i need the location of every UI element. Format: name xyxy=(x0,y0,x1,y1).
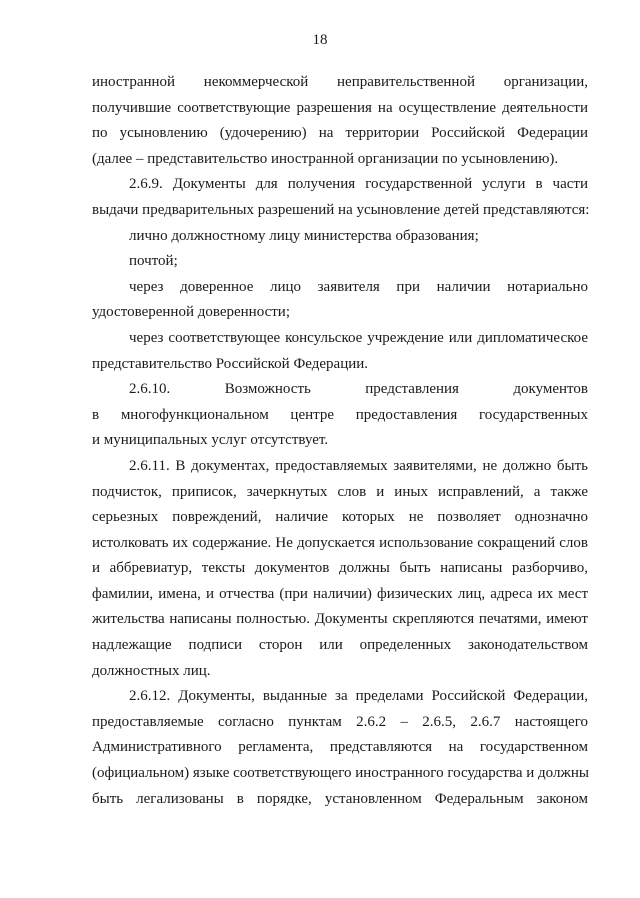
text-line: по усыновлению (удочерению) на территории Российской Федерации xyxy=(92,125,588,142)
text-line: 2.6.10. Возможность представления документов xyxy=(129,381,588,398)
text-line: в многофункциональном центре предоставления государственных xyxy=(92,406,588,423)
text-line: удостоверенной доверенности; xyxy=(92,304,290,321)
text-line: представительство Российской Федерации. xyxy=(92,355,369,372)
text-line: и аббревиатур, тексты документов должны быть написаны разборчиво, xyxy=(92,560,588,577)
text-line: 2.6.9. Документы для получения государственной услуги в части xyxy=(129,176,588,193)
text-line: жительства написаны полностью. Документы скрепляются печатями, имеют xyxy=(92,611,588,628)
text-line: получившие соответствующие разрешения на осуществление деятельности xyxy=(92,99,588,116)
text-line: иностранной некоммерческой неправительственной организации, xyxy=(92,74,588,90)
text-line: через доверенное лицо заявителя при наличии нотариально xyxy=(129,278,588,295)
paragraph-list-item xyxy=(92,224,588,250)
text-line: должностных лиц. xyxy=(92,662,211,679)
text-line: истолковать их содержание. Не допускается использование сокращений слов xyxy=(92,534,588,551)
text-line: надлежащие подписи сторон или определенных законодательством xyxy=(92,637,588,654)
paragraph-2-6-10 xyxy=(92,377,588,454)
paragraph-list-item xyxy=(92,326,588,377)
text-line: быть легализованы в порядке, установленном Федеральным законом xyxy=(92,790,588,807)
paragraph-2-6-11 xyxy=(92,454,588,684)
text-line: Административного регламента, представляются на государственном xyxy=(92,739,588,756)
text-line: 2.6.11. В документах, предоставляемых заявителями, не должно быть xyxy=(129,457,588,474)
paragraph xyxy=(92,70,588,172)
text-line: и муниципальных услуг отсутствует. xyxy=(92,432,329,449)
text-line: подчисток, приписок, зачеркнутых слов и иных исправлений, а также xyxy=(92,483,588,500)
text-line: лично должностному лицу министерства образования; xyxy=(129,227,479,244)
paragraph-2-6-12 xyxy=(92,684,588,812)
text-line: (официальном) языке соответствующего иностранного государства и должны xyxy=(92,765,589,782)
text-line: через соответствующее консульское учреждение или дипломатическое xyxy=(129,329,588,346)
paragraph-2-6-9 xyxy=(92,172,588,223)
text-line: (далее – представительство иностранной организации по усыновлению). xyxy=(92,150,559,167)
paragraph-list-item xyxy=(92,275,588,326)
text-line: выдачи предварительных разрешений на усыновление детей представляются: xyxy=(92,201,590,218)
text-line: почтой; xyxy=(129,253,178,270)
text-line: фамилии, имена, и отчества (при наличии) физических лиц, адреса их мест xyxy=(92,585,588,602)
paragraph-list-item xyxy=(92,249,588,275)
text-line: 2.6.12. Документы, выданные за пределами Российской Федерации, xyxy=(129,688,588,705)
text-line: предоставляемые согласно пунктам 2.6.2 – 2.6.5, 2.6.7 настоящего xyxy=(92,713,588,730)
text-line: серьезных повреждений, наличие которых не позволяет однозначно xyxy=(92,509,588,526)
document-body xyxy=(92,70,588,812)
page-number: 18 xyxy=(312,32,328,48)
